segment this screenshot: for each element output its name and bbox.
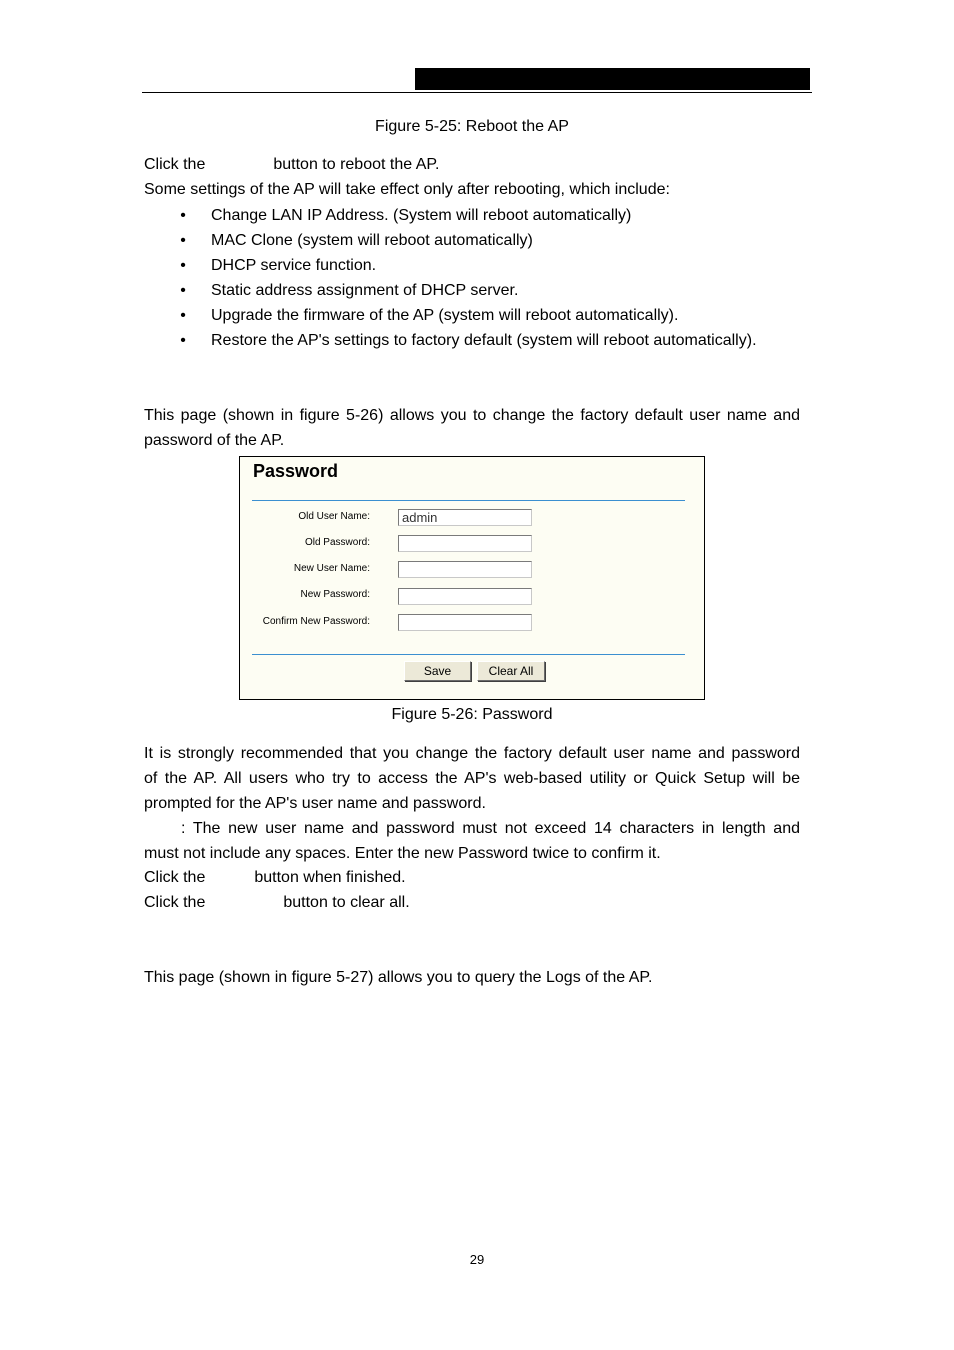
new-password-label: New Password: — [300, 589, 370, 600]
reboot-instruction — [144, 155, 439, 175]
bullet-icon: • — [180, 332, 186, 349]
list-item-text: Upgrade the firmware of the AP (system will reboot automatically). — [211, 307, 679, 324]
list-item-text: Change LAN IP Address. (System will reboot automatically) — [211, 207, 632, 224]
recommendation-paragraph — [144, 741, 800, 816]
list-item-text: DHCP service function. — [211, 257, 377, 274]
clear-click-suffix: button to clear all. — [283, 894, 410, 911]
page-number: 29 — [469, 1252, 485, 1267]
old-password-label: Old Password: — [304, 537, 370, 548]
save-click-suffix: button when finished. — [254, 869, 406, 886]
bullet-icon: • — [180, 282, 186, 299]
save-button[interactable]: Save — [404, 661, 471, 681]
list-item-text: MAC Clone (system will reboot automatically) — [211, 232, 533, 249]
password-intro-line: This page (shown in figure 5-26) allows you to change the factory default user name and — [144, 407, 800, 424]
new-user-name-label: New User Name: — [293, 563, 370, 574]
note-line: : The new user name and password must not exceed 14 characters in length and — [181, 820, 800, 837]
old-password-input[interactable] — [398, 535, 532, 552]
reboot-click-suffix: button to reboot the AP. — [273, 156, 440, 173]
bullet-icon: • — [180, 257, 186, 274]
log-intro: This page (shown in figure 5-27) allows you to query the Logs of the AP. — [144, 969, 653, 986]
bullet-icon: • — [180, 232, 186, 249]
old-user-name-label: Old User Name: — [298, 511, 370, 522]
figure-caption-password: Figure 5-26: Password — [391, 706, 553, 723]
password-screenshot — [239, 456, 705, 700]
figure-caption-reboot: Figure 5-25: Reboot the AP — [375, 118, 569, 135]
clear-instruction — [144, 893, 410, 913]
new-user-name-input[interactable] — [398, 561, 532, 578]
clear-all-button[interactable]: Clear All — [477, 661, 545, 681]
list-item-text: Static address assignment of DHCP server. — [211, 282, 519, 299]
header-bar — [415, 68, 810, 90]
form-top-divider — [252, 500, 685, 501]
password-intro-line: password of the AP. — [144, 432, 285, 449]
recommendation-line: It is strongly recommended that you change the factory default user name and password — [144, 745, 800, 762]
password-form-title: Password — [253, 461, 339, 481]
confirm-new-password-input[interactable] — [398, 614, 532, 631]
form-bottom-divider — [252, 654, 685, 655]
password-intro — [144, 403, 800, 453]
confirm-new-password-label: Confirm New Password: — [262, 616, 370, 627]
note-paragraph — [144, 816, 800, 866]
list-item-text: Restore the AP's settings to factory default (system will reboot automatically). — [211, 332, 757, 349]
recommendation-line: prompted for the AP's user name and password. — [144, 795, 486, 812]
note-line: must not include any spaces. Enter the new Password twice to confirm it. — [144, 845, 661, 862]
clear-click-prefix: Click the — [144, 894, 206, 911]
recommendation-line: of the AP. All users who try to access the AP's web-based utility or Quick Setup will be — [144, 770, 800, 787]
new-password-input[interactable] — [398, 588, 532, 605]
reboot-intro: Some settings of the AP will take effect only after rebooting, which include: — [144, 181, 670, 198]
save-click-prefix: Click the — [144, 869, 206, 886]
old-user-name-input[interactable] — [398, 509, 532, 526]
reboot-click-prefix: Click the — [144, 156, 206, 173]
bullet-icon: • — [180, 307, 186, 324]
header-rule — [142, 92, 812, 93]
bullet-icon: • — [180, 207, 186, 224]
save-instruction — [144, 868, 406, 888]
